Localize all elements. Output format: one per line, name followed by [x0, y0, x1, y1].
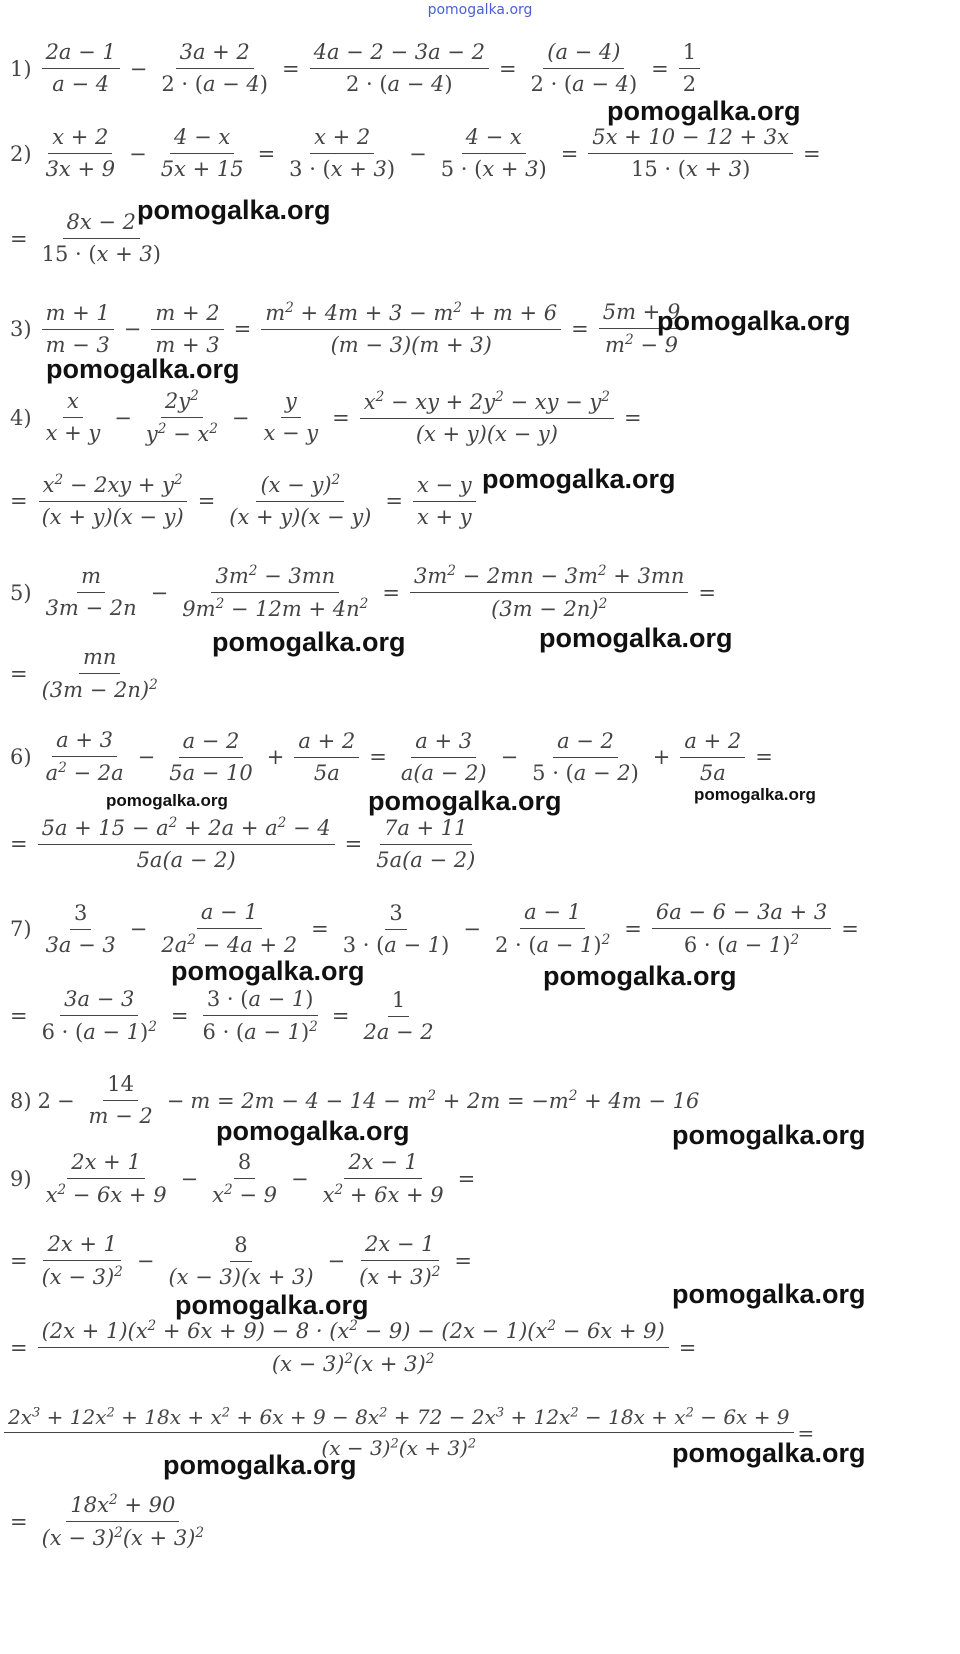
problem-number: 6): [10, 745, 32, 770]
problem-9-line-3: = $\frac{(2x + 1)(x^2 + 6x + 9) - 8 \cdot (x^2 - 9) - (2x - 1)(x^2 - 6x + 9)}{(x - 3)^2(x + 3)^2}$ =: [10, 1318, 697, 1377]
problem-5-line-2: = $\frac{mn}{(3m - 2n)^2}$: [10, 645, 158, 703]
problem-6-line-1: 6) $\frac{a + 3}{a^2 - 2a}$ − $\frac{a - 2}{5a - 10}$ + $\frac{a + 2}{5a}$ = $\frac{a + 3}{a(a - 2)}$ − $\frac{a - 2}{5 \cdot (a - 2)}$ + $\frac{a + 2}{5a}$ =: [10, 728, 773, 786]
watermark: pomogalka.org: [539, 623, 733, 653]
watermark: pomogalka.org: [46, 354, 240, 384]
problem-9-line-5: = $\frac{18x^2 + 90}{(x - 3)^2(x + 3)^2}$: [10, 1492, 205, 1551]
watermark: pomogalka.org: [163, 1450, 357, 1480]
problem-2-line-1: 2) $\frac{x + 2}{3x + 9}$ − $\frac{4 - x}{5x + 15}$ = $\frac{x + 2}{3 \cdot (x + 3)}$ − $\frac{4 - x}{5 \cdot (x + 3)}$ = $\frac{5x + 10 - 12 + 3x}{15 \cdot (x + 3)}$ =: [10, 125, 821, 182]
watermark: pomogalka.org: [694, 785, 816, 804]
problem-8-line: 8) 2 − $\frac{14}{m - 2}$ − $m = 2m - 4 - 14 - m^2 + 2m = -m^2 + 4m - 16$: [10, 1072, 700, 1129]
problem-number: 7): [10, 917, 32, 942]
problem-number: 4): [10, 405, 32, 430]
watermark: pomogalka.org: [607, 96, 801, 126]
watermark: pomogalka.org: [171, 956, 365, 986]
site-url[interactable]: pomogalka.org: [427, 2, 533, 18]
problem-number: 2): [10, 141, 32, 166]
watermark: pomogalka.org: [543, 961, 737, 991]
watermark: pomogalka.org: [175, 1290, 369, 1320]
problem-number: 5): [10, 580, 32, 605]
problem-5-line-1: 5) $\frac{m}{3m - 2n}$ − $\frac{3m^2 - 3mn}{9m^2 - 12m + 4n^2}$ = $\frac{3m^2 - 2mn - 3m^2 + 3mn}{(3m - 2n)^2}$ =: [10, 563, 716, 622]
problem-9-line-4: $2x^3 + 12x^2 + 18x + x^2 + 6x + 9 - 8x^2 + 72 - 2x^3 + 12x^2 - 18x + x^2 - 6x + 9$ $(x - 3)^2(x + 3)^2$ =: [4, 1405, 814, 1460]
watermark: pomogalka.org: [482, 464, 676, 494]
problem-2-line-2: = $\frac{8x - 2}{15 \cdot (x + 3)}$: [10, 210, 161, 267]
problem-number: 3): [10, 317, 32, 342]
problem-6-line-2: = $\frac{5a + 15 - a^2 + 2a + a^2 - 4}{5a(a - 2)}$ = $\frac{7a + 11}{5a(a - 2)}$: [10, 815, 476, 873]
watermark: pomogalka.org: [106, 791, 228, 810]
problem-7-line-1: 7) $\frac{3}{3a - 3}$ − $\frac{a - 1}{2a^2 - 4a + 2}$ = $\frac{3}{3 \cdot (a - 1)}$ − $\frac{a - 1}{2 \cdot (a - 1)^2}$ = $\frac{6a - 6 - 3a + 3}{6 \cdot (a - 1)^2}$ =: [10, 900, 859, 958]
problem-number: 1): [10, 56, 32, 81]
watermark: pomogalka.org: [672, 1279, 866, 1309]
watermark: pomogalka.org: [672, 1120, 866, 1150]
problem-3-line: 3) $\frac{m + 1}{m - 3}$ − $\frac{m + 2}{m + 3}$ = $\frac{m^2 + 4m + 3 - m^2 + m + 6}{(m - 3)(m + 3)}$ = $\frac{5m + 9}{m^2 - 9}$: [10, 300, 688, 358]
watermark: pomogalka.org: [216, 1116, 410, 1146]
problem-1-line: 1) $\frac{2a - 1}{a - 4}$ − $\frac{3a + 2}{2 \cdot (a - 4)}$ = $\frac{4a - 2 - 3a - 2}{2 \cdot (a - 4)}$ = $\frac{(a - 4)}{2 \cdot (a - 4)}$ = $\frac{1}{2}$: [10, 40, 704, 97]
problem-4-line-2: = $\frac{x^2 - 2xy + y^2}{(x + y)(x - y)}$ = $\frac{(x - y)^2}{(x + y)(x - y)}$ = $\frac{x - y}{x + y}$: [10, 472, 480, 530]
problem-4-line-1: 4) $\frac{x}{x + y}$ − $\frac{2y^2}{y^2 - x^2}$ − $\frac{y}{x - y}$ = $\frac{x^2 - xy + 2y^2 - xy - y^2}{(x + y)(x - y)}$ =: [10, 388, 642, 447]
watermark: pomogalka.org: [212, 627, 406, 657]
watermark: pomogalka.org: [657, 306, 851, 336]
watermark: pomogalka.org: [368, 786, 562, 816]
problem-9-line-2: = $\frac{2x + 1}{(x - 3)^2}$ − $\frac{8}{(x - 3)(x + 3)}$ − $\frac{2x - 1}{(x + 3)^2}$ =: [10, 1232, 472, 1290]
watermark: pomogalka.org: [672, 1438, 866, 1468]
problem-number: 9): [10, 1167, 32, 1192]
problem-number: 8): [10, 1088, 32, 1113]
watermark: pomogalka.org: [137, 195, 331, 225]
problem-9-line-1: 9) $\frac{2x + 1}{x^2 - 6x + 9}$ − $\frac{8}{x^2 - 9}$ − $\frac{2x - 1}{x^2 + 6x + 9}$ =: [10, 1150, 476, 1208]
problem-7-line-2: = $\frac{3a - 3}{6 \cdot (a - 1)^2}$ = $\frac{3 \cdot (a - 1)}{6 \cdot (a - 1)^2}$ = $\frac{1}{2a - 2}$: [10, 987, 434, 1045]
